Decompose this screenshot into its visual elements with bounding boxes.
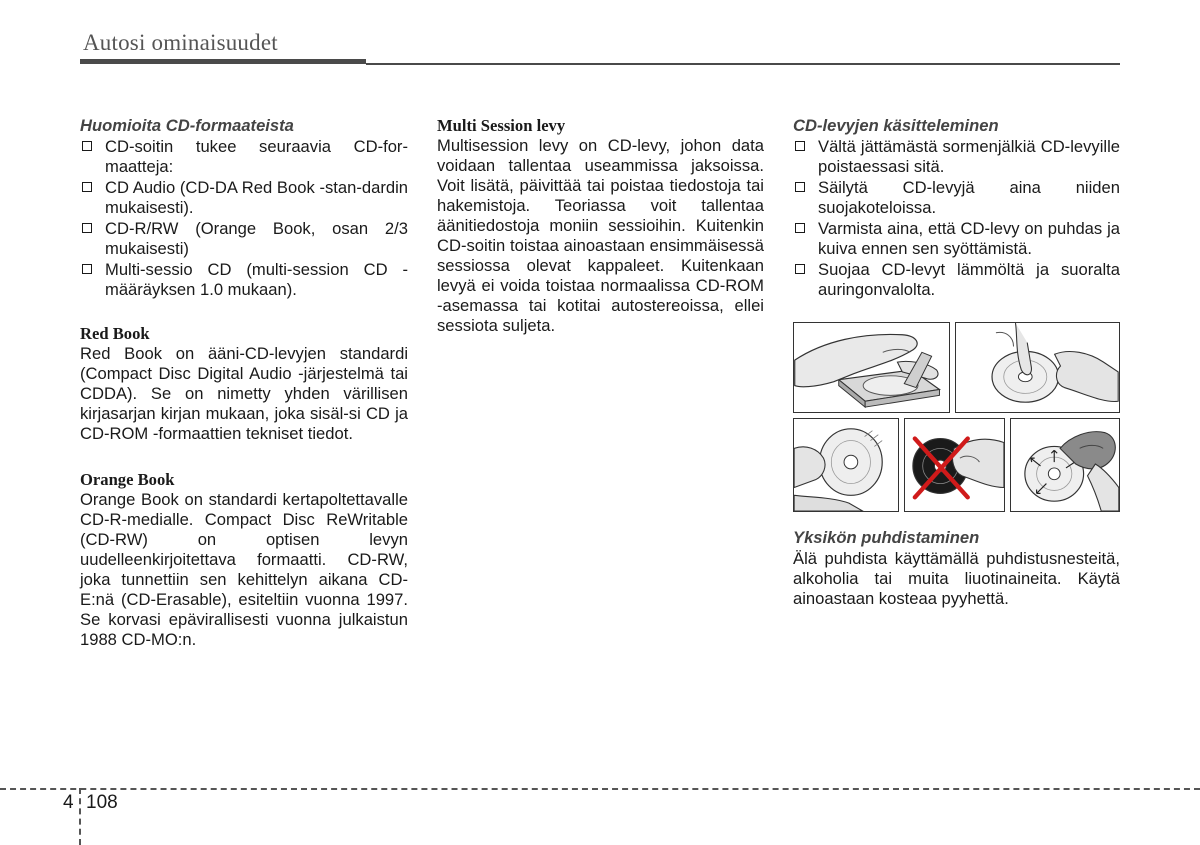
cd-wrong-handling-illustration — [904, 418, 1005, 512]
checkbox-square-icon — [82, 264, 92, 274]
cd-handling-figure — [793, 322, 1120, 512]
page-number: 108 — [86, 792, 118, 813]
page-header-title: Autosi ominaisuudet — [83, 30, 278, 55]
list-item: CD-R/RW (Orange Book, osan 2/3 mukaisesti) — [80, 219, 408, 259]
list-item: Säilytä CD-levyjä aina niiden suojakoteloissa. — [793, 178, 1120, 218]
orange-book-paragraph: Orange Book on standardi kertapoltettavalle CD-R-medialle. Compact Disc ReWritable (CD-RW) on optisen levyn uudelleenkirjoitettava formaatti. CD-RW, joka tunnettiin sen kehittelyn aikana CD-E:nä (CD-Erasable), esiteltiin vuonna 1997. Se korvasi epävirallisesti vuonna julkaistun 1988 CD-MO:n. — [80, 490, 408, 649]
column-right — [793, 116, 1120, 609]
section-heading-cd-handling: CD-levyjen käsitteleminen — [793, 116, 999, 135]
list-item: Multi-sessio CD (multi-session CD -määräyksen 1.0 mukaan). — [80, 260, 408, 300]
list-item: CD Audio (CD-DA Red Book -stan-dardin mukaisesti). — [80, 178, 408, 218]
footer-divider — [79, 788, 81, 845]
section-heading-red-book: Red Book — [80, 324, 150, 343]
cd-fingertip-illustration — [955, 322, 1120, 413]
checkbox-square-icon — [795, 141, 805, 151]
cd-handling-list — [793, 137, 1120, 300]
checkbox-square-icon — [795, 223, 805, 233]
column-left — [80, 116, 408, 650]
list-item: CD-soitin tukee seuraavia CD-for-maatteja: — [80, 137, 408, 177]
unit-cleaning-paragraph: Älä puhdista käyttämällä puhdistusnesteitä, alkoholia tai muita liuotinaineita. Käytä ainoastaan kosteaa pyyhettä. — [793, 549, 1120, 608]
multi-session-paragraph: Multisession levy on CD-levy, johon data voidaan tallentaa useammissa jaksoissa. Voit lisätä, päivittää tai poistaa tiedostoja tai hakemistoja. Teoriassa voit tallentaa äänitiedostoja moniin sessioihin. Kuitenkin CD-soitin toistaa ainoastaan ensimmäisessä sessiossa olevat kappaleet. Kuitenkaan levyä ei voida toistaa normaalissa CD-ROM -asemassa tai kotitai autostereoissa, ellei sessiota suljeta. — [437, 136, 764, 335]
checkbox-square-icon — [795, 182, 805, 192]
checkbox-square-icon — [82, 141, 92, 151]
section-heading-cd-formats: Huomioita CD-formaateista — [80, 116, 294, 135]
header-rule — [366, 63, 1120, 65]
cd-formats-list — [80, 137, 408, 300]
section-heading-unit-cleaning: Yksikön puhdistaminen — [793, 528, 980, 547]
header-bar — [80, 59, 366, 64]
checkbox-square-icon — [82, 223, 92, 233]
checkbox-square-icon — [82, 182, 92, 192]
section-heading-multi-session: Multi Session levy — [437, 116, 566, 135]
column-middle — [437, 116, 764, 336]
red-book-paragraph: Red Book on ääni-CD-levyjen standardi (Compact Disc Digital Audio -järjestelmä tai CDDA). Se on nimetty yhden värillisen kirjasarjan kirjan mukaan, joka sisäl-si CD ja CD-ROM -formaattien tekniset tiedot. — [80, 344, 408, 443]
cd-wipe-illustration — [1010, 418, 1120, 512]
cd-edge-hold-illustration — [793, 418, 899, 512]
chapter-number: 4 — [63, 792, 74, 813]
section-heading-orange-book: Orange Book — [80, 470, 175, 489]
list-item: Varmista aina, että CD-levy on puhdas ja kuiva ennen sen syöttämistä. — [793, 219, 1120, 259]
footer-rule — [0, 788, 1200, 790]
list-item: Vältä jättämästä sormenjälkiä CD-levyille poistaessasi sitä. — [793, 137, 1120, 177]
checkbox-square-icon — [795, 264, 805, 274]
cd-case-removal-illustration — [793, 322, 950, 413]
list-item: Suojaa CD-levyt lämmöltä ja suoralta auringonvalolta. — [793, 260, 1120, 300]
